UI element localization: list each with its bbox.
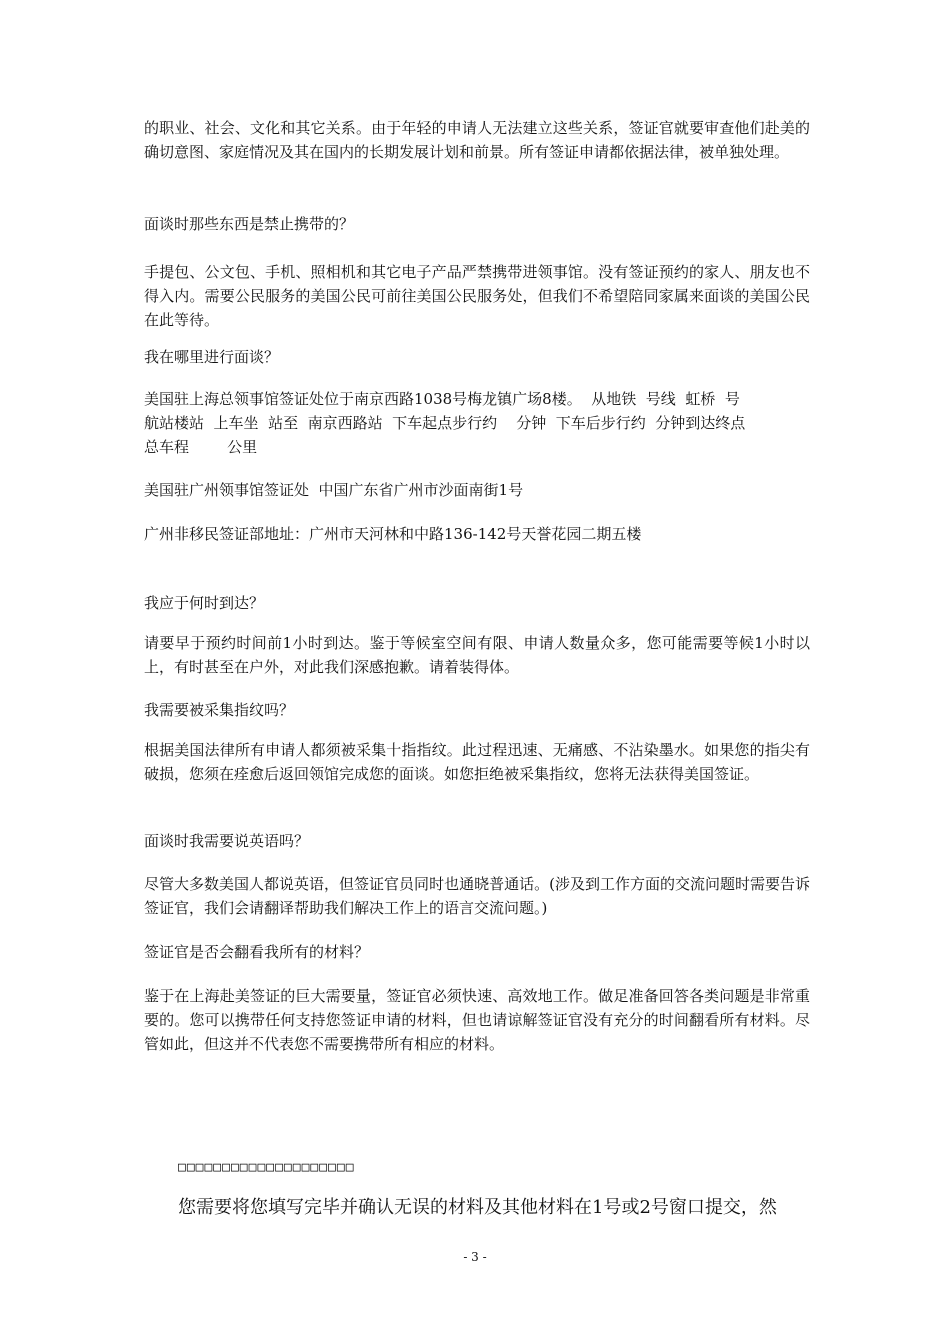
paragraph-relations: 的职业、社会、文化和其它关系。由于年轻的申请人无法建立这些关系，签证官就要审查他们赴美的确切意图、家庭情况及其在国内的长期发展计划和前景。所有签证申请都依据法律，被单独处理。 xyxy=(144,119,810,161)
answer-english: 尽管大多数美国人都说英语，但签证官员同时也通晓普通话。(涉及到工作方面的交流问题时需要告诉签证官，我们会请翻译帮助我们解决工作上的语言交流问题。) xyxy=(144,875,810,917)
answer-location-line-3: 总车程 公里 xyxy=(144,438,258,456)
answer-location-line-1: 美国驻上海总领事馆签证处位于南京西路1038号梅龙镇广场8楼。 从地铁 号线 虹桥 号 xyxy=(144,390,740,408)
submit-instructions: 您需要将您填写完毕并确认无误的材料及其他材料在1号或2号窗口提交，然 xyxy=(178,1197,777,1218)
question-arrival-time: 我应于何时到达？ xyxy=(144,594,265,612)
guangzhou-consulate-address: 美国驻广州领事馆签证处 中国广东省广州市沙面南街1号 xyxy=(144,481,524,499)
answer-location-line-2: 航站楼站 上车坐 站至 南京西路站 下车起点步行约 分钟 下车后步行约 分钟到达终点 xyxy=(144,414,746,432)
page-number: - 3 - xyxy=(463,1250,487,1264)
question-materials: 签证官是否会翻看我所有的材料？ xyxy=(144,943,370,961)
answer-arrival-time: 请要早于预约时间前1小时到达。鉴于等候室空间有限、申请人数量众多，您可能需要等候1小时以上，有时甚至在户外，对此我们深感抱歉。请着装得体。 xyxy=(144,634,810,676)
guangzhou-nonimmigrant-address: 广州非移民签证部地址：广州市天河林和中路136-142号天誉花园二期五楼 xyxy=(144,525,642,543)
question-interview-location: 我在哪里进行面谈？ xyxy=(144,348,280,366)
garbled-heading: □□□□□□□□□□□□□□□□□□□□ xyxy=(178,1160,355,1175)
answer-fingerprint: 根据美国法律所有申请人都须被采集十指指纹。此过程迅速、无痛感、不沾染墨水。如果您的指尖有破损，您须在痊愈后返回领馆完成您的面谈。如您拒绝被采集指纹，您将无法获得美国签证。 xyxy=(144,741,810,783)
answer-materials: 鉴于在上海赴美签证的巨大需要量，签证官必须快速、高效地工作。做足准备回答各类问题是非常重要的。您可以携带任何支持您签证申请的材料，但也请谅解签证官没有充分的时间翻看所有材料。尽管如此，但这并不代表您不需要携带所有相应的材料。 xyxy=(144,987,810,1053)
question-english: 面谈时我需要说英语吗？ xyxy=(144,832,310,850)
answer-prohibited-items: 手提包、公文包、手机、照相机和其它电子产品严禁携带进领事馆。没有签证预约的家人、朋友也不得入内。需要公民服务的美国公民可前往美国公民服务处，但我们不希望陪同家属来面谈的美国公民在此等待。 xyxy=(144,263,810,329)
question-prohibited-items: 面谈时那些东西是禁止携带的？ xyxy=(144,215,355,233)
question-fingerprint: 我需要被采集指纹吗？ xyxy=(144,701,295,719)
